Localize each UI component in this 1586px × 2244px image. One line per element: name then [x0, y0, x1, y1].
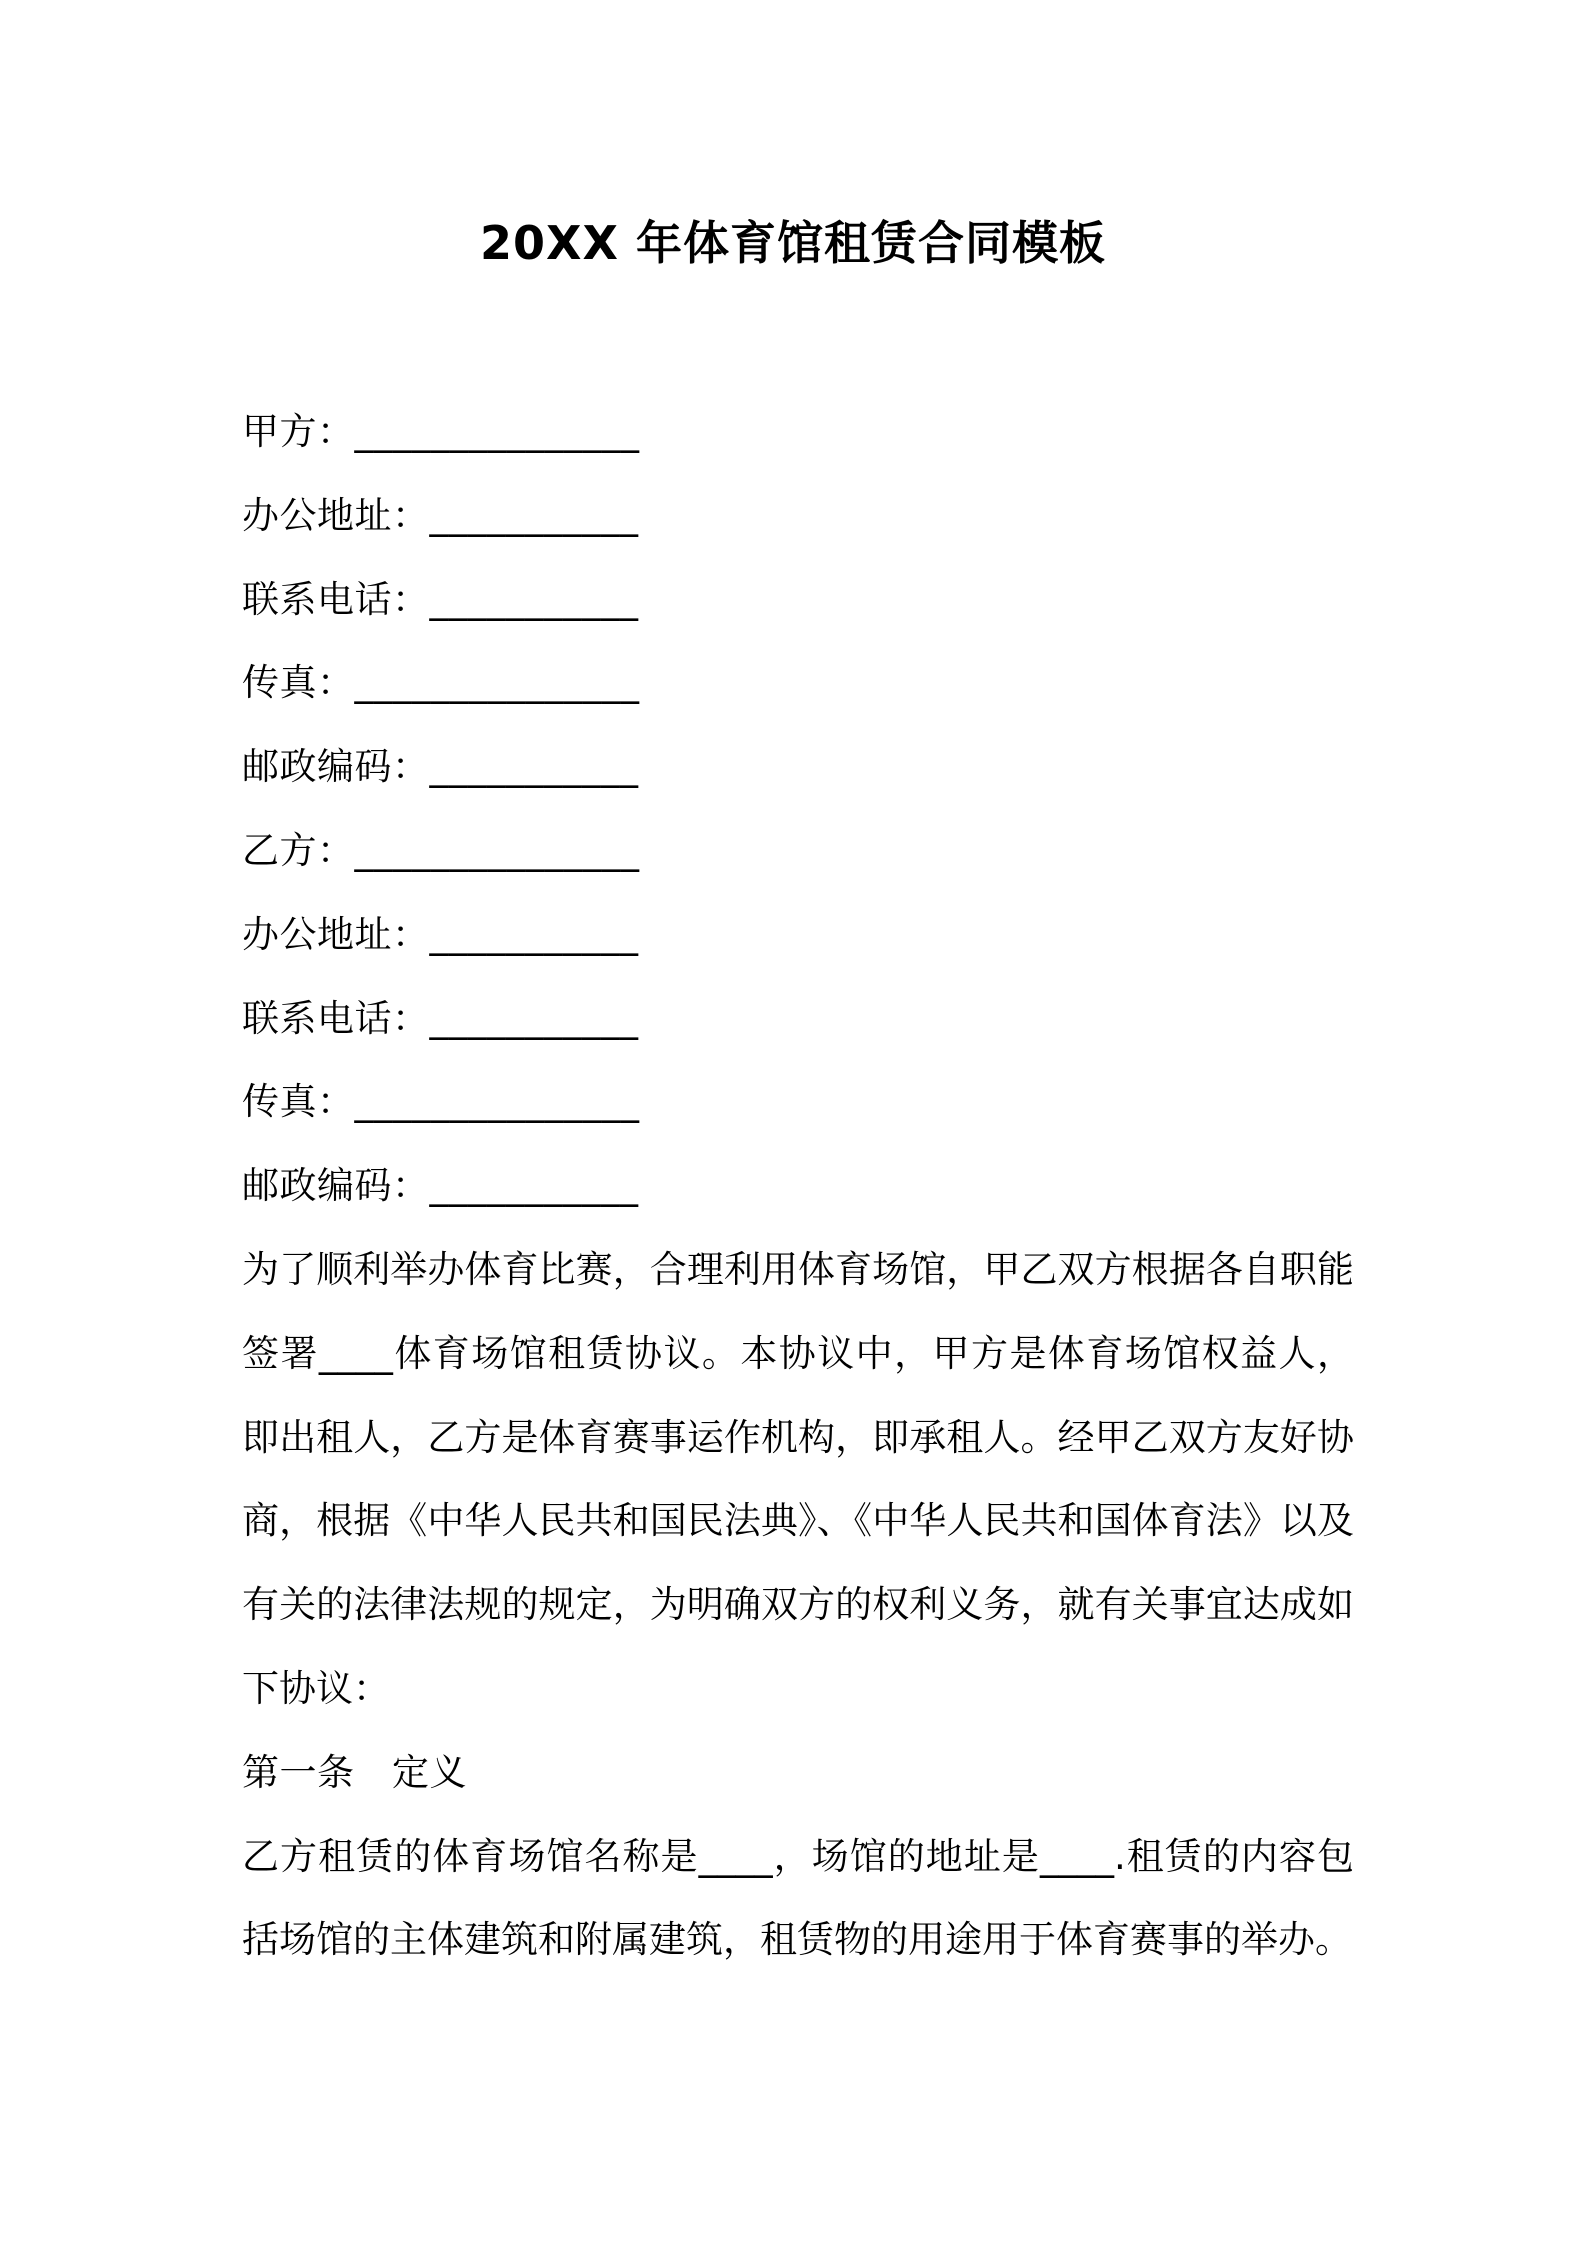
article-1-body-line: 乙方租赁的体育场馆名称是____，场馆的地址是____.租赁的内容包 — [242, 1835, 1354, 1878]
party-b-address: 办公地址：___________ — [242, 913, 639, 956]
party-a-name: 甲方：_______________ — [242, 410, 640, 453]
preamble-line: 即出租人，乙方是体育赛事运作机构，即承租人。经甲乙双方友好协 — [242, 1416, 1354, 1459]
preamble-line: 商，根据《中华人民共和国民法典》、《中华人民共和国体育法》以及 — [242, 1499, 1354, 1542]
preamble-line: 签署____体育场馆租赁协议。本协议中，甲方是体育场馆权益人， — [242, 1332, 1354, 1375]
party-b-phone: 联系电话：___________ — [242, 997, 639, 1040]
article-1-body-line: 括场馆的主体建筑和附属建筑，租赁物的用途用于体育赛事的举办。 — [242, 1918, 1352, 1961]
preamble-line: 有关的法律法规的规定，为明确双方的权利义务，就有关事宜达成如 — [242, 1583, 1354, 1626]
preamble-line: 下协议： — [242, 1667, 390, 1710]
party-a-address: 办公地址：___________ — [242, 494, 639, 537]
party-b-fax: 传真：_______________ — [242, 1080, 640, 1123]
party-a-fax: 传真：_______________ — [242, 661, 640, 704]
party-b-name: 乙方：_______________ — [242, 829, 640, 872]
party-a-phone: 联系电话：___________ — [242, 578, 639, 621]
party-b-postcode: 邮政编码：___________ — [242, 1164, 639, 1207]
party-a-postcode: 邮政编码：___________ — [242, 745, 639, 788]
article-1-heading: 第一条 定义 — [242, 1751, 467, 1794]
document-title: 20XX 年体育馆租赁合同模板 — [480, 216, 1106, 270]
preamble-line: 为了顺利举办体育比赛，合理利用体育场馆，甲乙双方根据各自职能 — [242, 1248, 1354, 1291]
